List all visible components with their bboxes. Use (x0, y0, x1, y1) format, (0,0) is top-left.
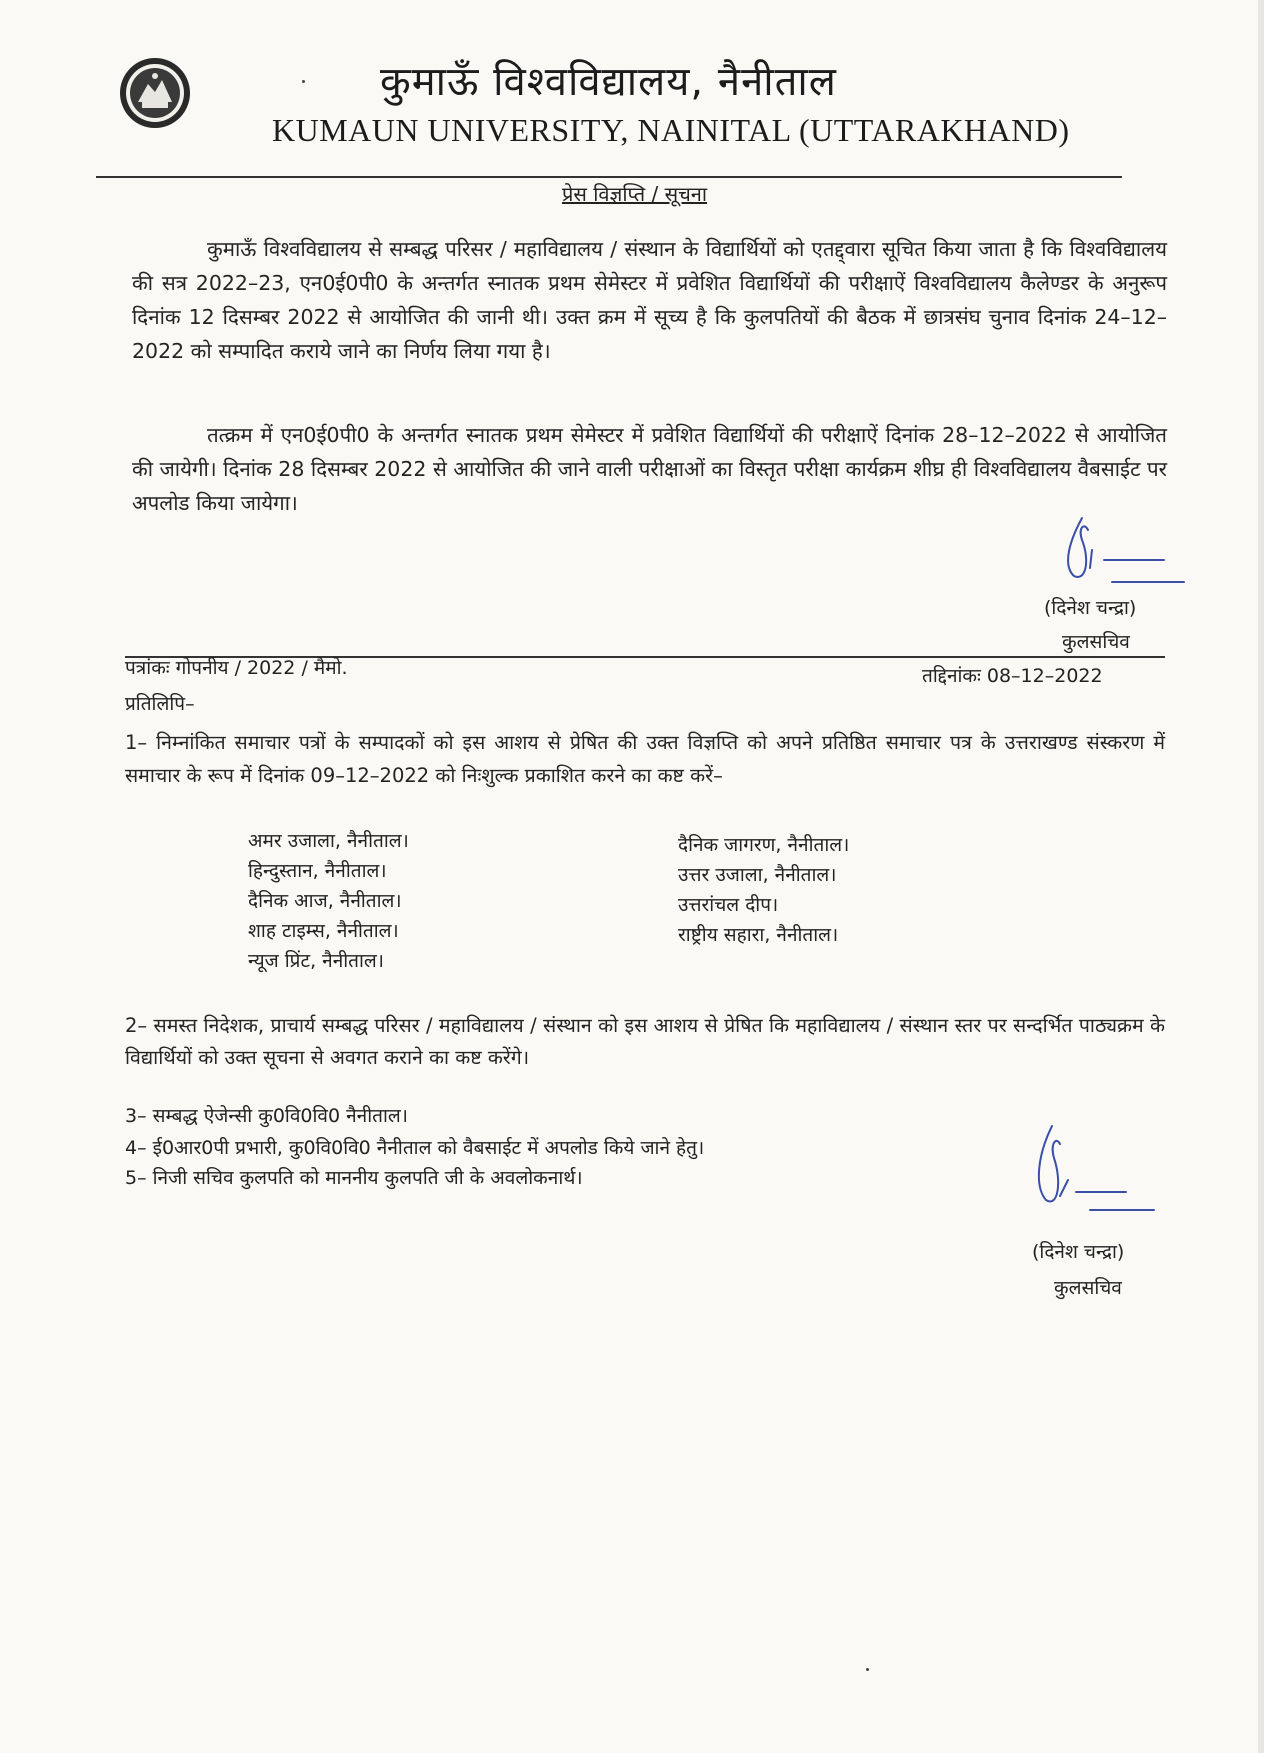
signature-icon (1060, 510, 1190, 590)
list-item: दैनिक आज, नैनीताल। (248, 890, 402, 912)
memo-date: तद्दिनांकः 08–12–2022 (922, 665, 1103, 687)
signatory-name: (दिनेश चन्द्रा) (1032, 1241, 1125, 1263)
notice-paragraph-1: कुमाऊँ विश्वविद्यालय से सम्बद्ध परिसर / महाविद्यालय / संस्थान के विद्यार्थियों को एतद्द्वारा सूचित किया जाता है कि विश्वविद्यालय की सत्र 2022–23, एन0ई0पी0 के अन्तर्गत स्नातक प्रथम सेमेस्टर में प्रवेशित विद्यार्थियों की परीक्षाऐं विश्वविद्यालय कैलेण्डर के अनुरूप दिनांक 12 दिसम्बर 2022 से आयोजित की जानी थी। उक्त क्रम में सूच्य है कि कुलपतियों की बैठक में छात्रसंघ चुनाव दिनांक 24–12–2022 को सम्पादित कराये जाने का निर्णय लिया गया है। (132, 237, 1167, 363)
newspaper-list-left (248, 826, 409, 976)
newspaper-list-right (678, 830, 849, 950)
copy-item-5: 5– निजी सचिव कुलपति को माननीय कुलपति जी के अवलोकनार्थ। (125, 1167, 583, 1189)
university-name-hindi: कुमाऊँ विश्वविद्यालय, नैनीताल (380, 59, 837, 105)
copy-item-1: 1– निम्नांकित समाचार पत्रों के सम्पादकों को इस आशय से प्रेषित की उक्त विज्ञप्ति को अपने प्रतिष्ठित समाचार पत्र के उत्तराखण्ड संस्करण में समाचार के रूप में दिनांक 09–12–2022 को निःशुल्क प्रकाशित करने का कष्ट करें– (125, 731, 1165, 787)
copy-item-2: 2– समस्त निदेशक, प्राचार्य सम्बद्ध परिसर / महाविद्यालय / संस्थान को इस आशय से प्रेषित कि महाविद्यालय / संस्थान स्तर पर सन्दर्भित पाठ्यक्रम के विद्यार्थियों को उक्त सूचना से अवगत कराने का कष्ट करेंगे। (125, 1014, 1165, 1069)
list-item: अमर उजाला, नैनीताल। (248, 830, 409, 852)
signatory-title: कुलसचिव (1054, 1277, 1122, 1299)
list-item: उत्तरांचल दीप। (678, 894, 779, 916)
signatory-name: (दिनेश चन्द्रा) (1044, 597, 1137, 619)
scan-speck (302, 80, 305, 83)
signatory-title: कुलसचिव (1062, 631, 1130, 653)
copy-item-4: 4– ई0आर0पी प्रभारी, कु0वि0वि0 नैनीताल को वैबसाईट में अपलोड किये जाने हेतु। (125, 1137, 705, 1159)
notice-paragraph-2: तत्क्रम में एन0ई0पी0 के अन्तर्गत स्नातक प्रथम सेमेस्टर में प्रवेशित विद्यार्थियों की परीक्षाऐं दिनांक 28–12–2022 से आयोजित की जायेगी। दिनांक 28 दिसम्बर 2022 से आयोजित की जाने वाली परीक्षाओं का विस्तृत परीक्षा कार्यक्रम शीघ्र ही विश्वविद्यालय वैबसाईट पर अपलोड किया जायेगा। (132, 423, 1167, 515)
university-name-english: KUMAUN UNIVERSITY, NAINITAL (UTTARAKHAND) (272, 112, 1070, 148)
reference-number: पत्रांकः गोपनीय / 2022 / मैमो. (125, 657, 348, 679)
notice-heading: प्रेस विज्ञप्ति / सूचना (562, 182, 708, 206)
list-item: हिन्दुस्तान, नैनीताल। (248, 860, 387, 882)
list-item: न्यूज प्रिंट, नैनीताल। (248, 950, 384, 972)
scan-speck (866, 1668, 869, 1671)
list-item: उत्तर उजाला, नैनीताल। (678, 864, 837, 886)
signature-icon (1030, 1120, 1160, 1220)
copy-label: प्रतिलिपि– (125, 693, 195, 715)
header-divider (96, 176, 1122, 178)
list-item: शाह टाइम्स, नैनीताल। (248, 920, 399, 942)
university-seal-icon (118, 56, 192, 130)
list-item: दैनिक जागरण, नैनीताल। (678, 834, 850, 856)
copy-item-3: 3– सम्बद्ध ऐजेन्सी कु0वि0वि0 नैनीताल। (125, 1105, 408, 1127)
list-item: राष्ट्रीय सहारा, नैनीताल। (678, 924, 839, 946)
page-edge (1258, 0, 1264, 1753)
